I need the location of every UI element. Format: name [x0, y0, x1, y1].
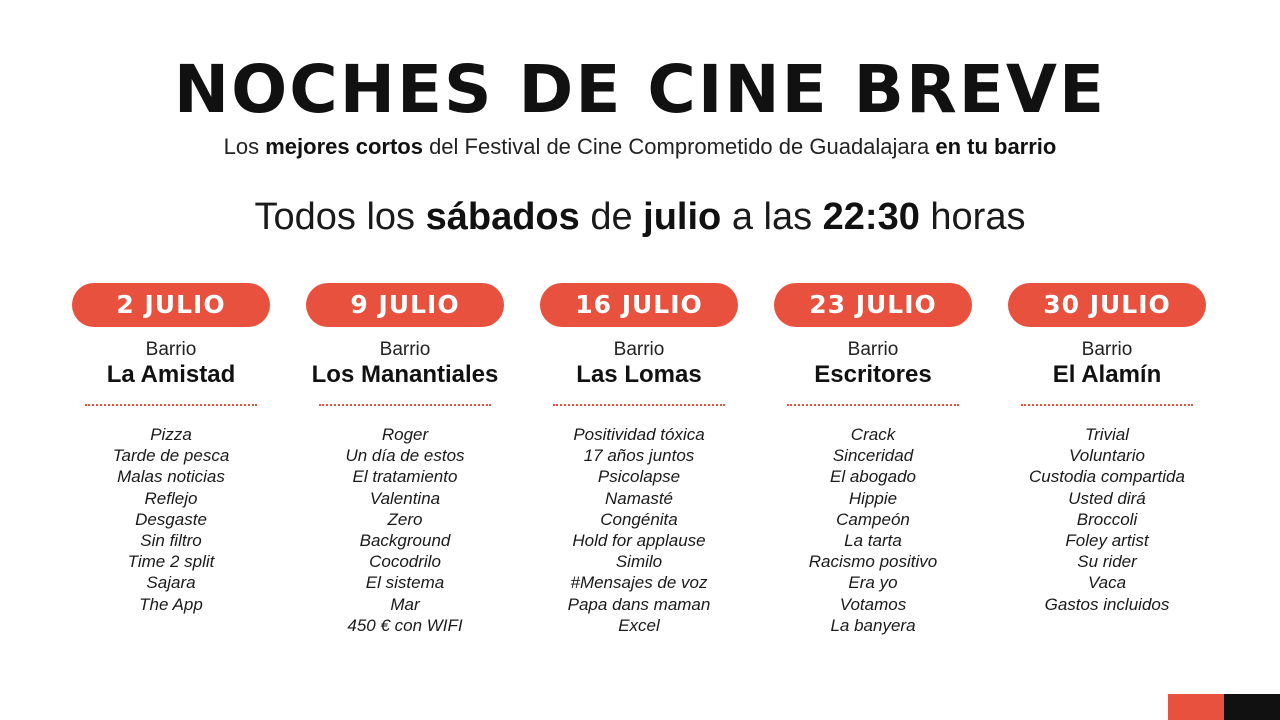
- film-list: [756, 424, 990, 636]
- tagline-part-3: a las: [721, 196, 823, 238]
- film-title: Background: [359, 531, 451, 551]
- barrio-name: La Amistad: [106, 361, 236, 388]
- schedule-columns: [54, 283, 1226, 663]
- page-title: NOCHES DE CINE BREVE: [173, 51, 1107, 128]
- date-pill: 9 JULIO: [306, 283, 504, 327]
- film-title: #Mensajes de voz: [570, 573, 708, 593]
- film-title: Sin filtro: [140, 531, 202, 551]
- film-title: Sinceridad: [832, 446, 914, 466]
- film-title: Cocodrilo: [369, 552, 441, 572]
- dotted-divider: [553, 404, 725, 406]
- dotted-divider: [85, 404, 257, 406]
- dotted-divider: [319, 404, 491, 406]
- film-title: 17 años juntos: [583, 446, 695, 466]
- film-title: Sajara: [146, 573, 196, 593]
- film-title: Trivial: [1084, 425, 1130, 444]
- subtitle-bold-1: mejores cortos: [265, 134, 423, 159]
- barrio-name: El Alamín: [1052, 361, 1162, 388]
- date-pill: 30 JULIO: [1008, 283, 1206, 327]
- barrio-label: Barrio: [613, 339, 665, 360]
- barrio-name: Escritores: [814, 361, 932, 388]
- film-title: El sistema: [365, 573, 445, 593]
- film-title: El abogado: [829, 467, 917, 487]
- subtitle-bold-2: en tu barrio: [935, 134, 1057, 159]
- barrio-name: Los Manantiales: [311, 361, 499, 388]
- film-list: [522, 424, 756, 636]
- dotted-divider: [787, 404, 959, 406]
- tagline-time: 22:30: [822, 196, 920, 238]
- film-title: Roger: [381, 425, 429, 444]
- corner-accent-red: [1168, 694, 1224, 720]
- date-pill: 2 JULIO: [72, 283, 270, 327]
- barrio-name: Las Lomas: [576, 361, 702, 388]
- film-title: Usted dirá: [1068, 488, 1146, 508]
- film-title: The App: [139, 594, 203, 614]
- tagline-part-2: de: [579, 196, 644, 238]
- film-title: Custodia compartida: [1029, 467, 1185, 487]
- film-title: Racismo positivo: [808, 552, 938, 572]
- film-title: Voluntario: [1069, 446, 1145, 466]
- film-title: Mar: [390, 594, 420, 614]
- schedule-column-30-julio: [990, 283, 1224, 615]
- film-title: Foley artist: [1065, 531, 1149, 551]
- film-title: Pizza: [150, 425, 192, 444]
- film-title: Zero: [387, 509, 423, 529]
- subtitle-part-1: Los: [223, 134, 266, 159]
- film-title: Positividad tóxica: [573, 425, 705, 444]
- film-title: Tarde de pesca: [112, 446, 230, 466]
- film-title: Su rider: [1077, 552, 1137, 572]
- film-list: [288, 424, 522, 636]
- film-title: Desgaste: [135, 509, 207, 529]
- film-title: Namasté: [604, 488, 674, 508]
- barrio-label: Barrio: [145, 339, 197, 360]
- corner-accent-black: [1224, 694, 1280, 720]
- film-title: La tarta: [844, 531, 902, 551]
- date-pill: 16 JULIO: [540, 283, 738, 327]
- schedule-column-16-julio: [522, 283, 756, 636]
- schedule-column-2-julio: [54, 283, 288, 615]
- film-title: Hippie: [848, 488, 898, 508]
- film-title: El tratamiento: [352, 467, 458, 487]
- schedule-column-23-julio: [756, 283, 990, 636]
- schedule-tagline: [0, 192, 1280, 242]
- film-title: La banyera: [830, 615, 916, 635]
- barrio-label: Barrio: [847, 339, 899, 360]
- film-title: Valentina: [369, 488, 441, 508]
- film-title: Hold for applause: [572, 531, 706, 551]
- film-title: Excel: [618, 615, 660, 635]
- subtitle: [0, 132, 1280, 162]
- film-title: Crack: [850, 425, 896, 444]
- dotted-divider: [1021, 404, 1193, 406]
- tagline-part-4: horas: [919, 196, 1026, 238]
- subtitle-part-2: del Festival de Cine Comprometido de Guadalajara: [422, 134, 936, 159]
- film-title: Gastos incluidos: [1044, 594, 1170, 614]
- film-title: Time 2 split: [127, 552, 215, 572]
- film-title: Votamos: [839, 594, 907, 614]
- tagline-part-1: Todos los: [254, 196, 426, 238]
- film-title: Campeón: [836, 509, 910, 529]
- film-title: Papa dans maman: [567, 594, 711, 614]
- barrio-label: Barrio: [1081, 339, 1133, 360]
- film-title: 450 € con WIFI: [347, 615, 463, 635]
- tagline-month: julio: [643, 196, 722, 238]
- date-pill: 23 JULIO: [774, 283, 972, 327]
- film-list: [54, 424, 288, 615]
- film-title: Similo: [615, 552, 663, 572]
- schedule-column-9-julio: [288, 283, 522, 636]
- film-title: Un día de estos: [345, 446, 465, 466]
- film-title: Vaca: [1087, 573, 1127, 593]
- film-title: Malas noticias: [117, 467, 225, 487]
- film-list: [990, 424, 1224, 615]
- film-title: Congénita: [600, 509, 678, 529]
- tagline-day: sábados: [425, 196, 580, 238]
- film-title: Broccoli: [1076, 509, 1138, 529]
- film-title: Psicolapse: [597, 467, 681, 487]
- film-title: Era yo: [848, 573, 898, 593]
- barrio-label: Barrio: [379, 339, 431, 360]
- film-title: Reflejo: [144, 488, 198, 508]
